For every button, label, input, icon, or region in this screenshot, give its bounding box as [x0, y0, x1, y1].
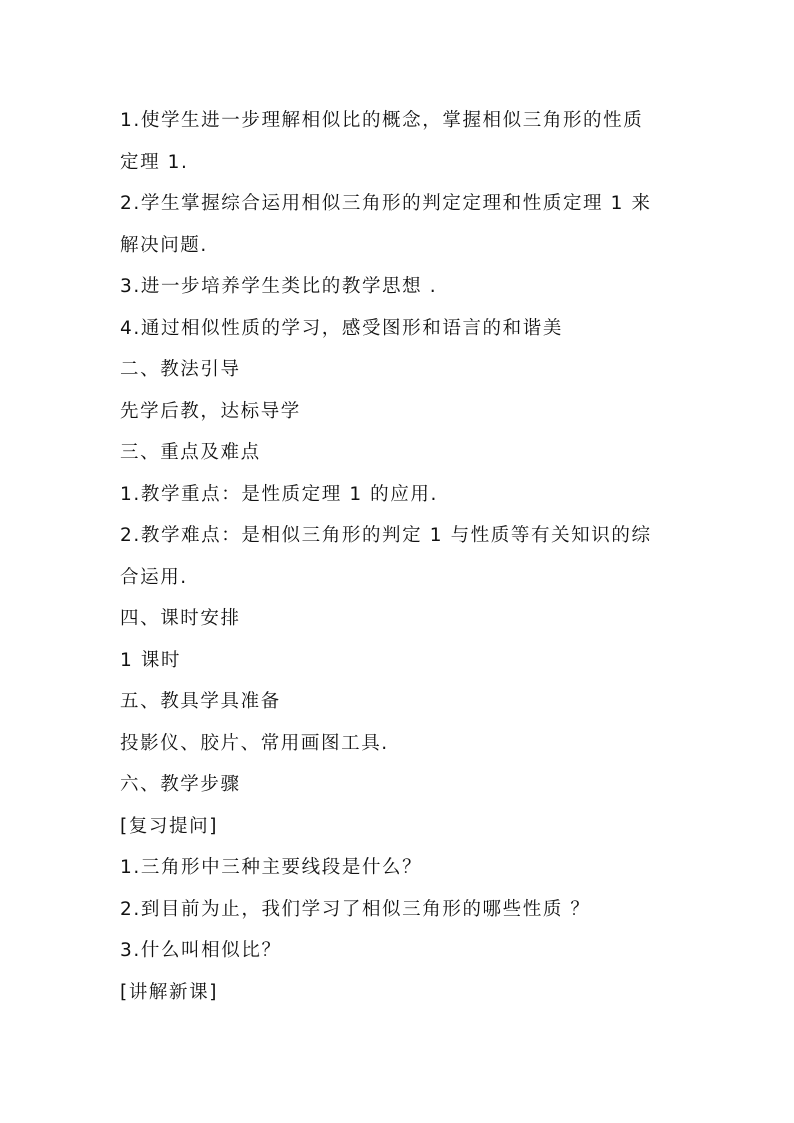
section-key-points-heading: 三、重点及难点: [120, 442, 261, 463]
document-body: [120, 100, 680, 1013]
objective-3: 3.进一步培养学生类比的教学思想 .: [120, 276, 438, 297]
materials-text: 投影仪、胶片、常用画图工具.: [120, 732, 389, 754]
section-teaching-method-heading: 二、教法引导: [120, 359, 241, 380]
new-lesson-heading: [讲解新课]: [120, 981, 219, 1003]
objective-1-line-2: 定理 1.: [120, 151, 189, 173]
section-schedule-heading: 四、课时安排: [120, 608, 241, 629]
section-materials-heading: 五、教具学具准备: [120, 691, 281, 712]
section-steps-heading: 六、教学步骤: [120, 774, 241, 795]
teaching-method-text: 先学后教，达标导学: [120, 400, 301, 422]
review-questions-heading: [复习提问]: [120, 815, 219, 837]
key-point-1: 1.教学重点：是性质定理 1 的应用.: [120, 483, 438, 505]
objective-2-line-1: 2.学生掌握综合运用相似三角形的判定定理和性质定理 1 来: [120, 193, 652, 214]
difficulty-line-1: 2.教学难点：是相似三角形的判定 1 与性质等有关知识的综: [120, 525, 652, 546]
schedule-text: 1 课时: [120, 649, 182, 671]
review-question-3: 3.什么叫相似比？: [120, 940, 282, 961]
objective-1-line-1: 1.使学生进一步理解相似比的概念，掌握相似三角形的性质: [120, 110, 644, 131]
objective-2-line-2: 解决问题.: [120, 234, 208, 256]
difficulty-line-2: 合运用.: [120, 566, 188, 588]
review-question-2: 2.到目前为止，我们学习了相似三角形的哪些性质 ？: [120, 898, 591, 920]
review-question-1: 1.三角形中三种主要线段是什么？: [120, 857, 423, 878]
objective-4: 4.通过相似性质的学习，感受图形和语言的和谐美: [120, 317, 563, 339]
